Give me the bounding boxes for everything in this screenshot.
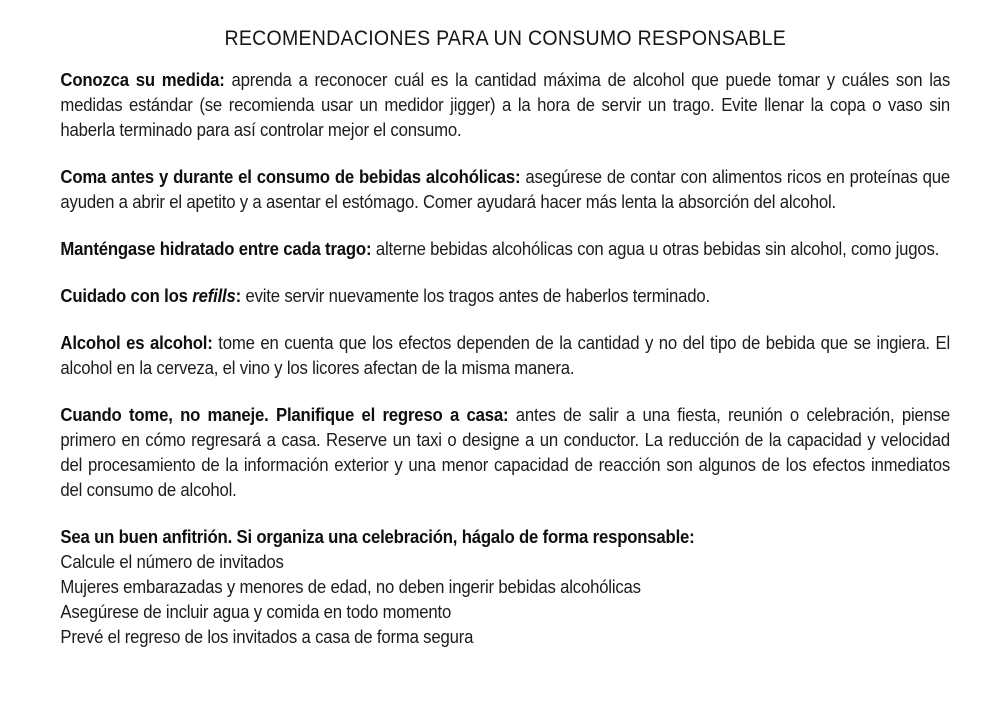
paragraph-body: antes de salir a una fiesta, reunión o celebración, piense primero en cómo regresará a casa. Reserve un taxi o designe a un conductor. La reducción de la capacidad y velocidad del procesamiento de la información exterior y una menor capacidad de reacción son algunos de los efectos inmediatos del consumo de alcohol. [60, 405, 951, 500]
host-list-item: Prevé el regreso de los invitados a casa de forma segura [60, 627, 474, 647]
paragraph-body: aprenda a reconocer cuál es la cantidad máxima de alcohol que puede tomar y cuáles son las medidas estándar (se recomienda usar un medidor jigger) a la hora de servir un trago. Evite llenar la copa o vaso sin haberla terminado para así controlar mejor el consumo. [60, 70, 951, 140]
paragraph-lead: Cuidado con los [60, 286, 188, 306]
host-list-item: Mujeres embarazadas y menores de edad, no deben ingerir bebidas alcohólicas [60, 577, 641, 597]
paragraph-careful-with-refills [60, 284, 950, 309]
paragraph-body: asegúrese de contar con alimentos ricos en proteínas que ayuden a abrir el apetito y a asentar el estómago. Comer ayudará hacer más lenta la absorción del alcohol. [60, 167, 951, 212]
paragraph-alcohol-is-alcohol [60, 331, 950, 381]
paragraph-eat-before-and-during [60, 165, 950, 215]
page-title: RECOMENDACIONES PARA UN CONSUMO RESPONSABLE [224, 27, 787, 50]
paragraph-know-your-measure [60, 68, 950, 143]
host-list-item: Asegúrese de incluir agua y comida en todo momento [60, 602, 452, 622]
paragraph-lead: Coma antes y durante el consumo de bebidas alcohólicas: [60, 167, 521, 187]
host-section-heading: Sea un buen anfitrión. Si organiza una celebración, hágalo de forma responsable: [60, 527, 695, 547]
host-list-item: Calcule el número de invitados [60, 552, 284, 572]
paragraph-dont-drink-and-drive [60, 403, 950, 503]
paragraph-body: alterne bebidas alcohólicas con agua u otras bebidas sin alcohol, como jugos. [375, 239, 940, 259]
paragraph-lead: Manténgase hidratado entre cada trago: [60, 239, 372, 259]
paragraph-body: tome en cuenta que los efectos dependen de la cantidad y no del tipo de bebida que se ingiera. El alcohol en la cerveza, el vino y los licores afectan de la misma manera. [60, 333, 951, 378]
paragraph-stay-hydrated [60, 237, 950, 262]
paragraph-lead: Alcohol es alcohol: [60, 333, 213, 353]
paragraph-lead-italic: refills [192, 286, 236, 306]
paragraph-lead: Cuando tome, no maneje. Planifique el regreso a casa: [60, 405, 509, 425]
paragraph-body: evite servir nuevamente los tragos antes de haberlos terminado. [245, 286, 710, 306]
paragraph-lead-colon: : [235, 286, 241, 306]
paragraph-lead: Conozca su medida: [60, 70, 225, 90]
